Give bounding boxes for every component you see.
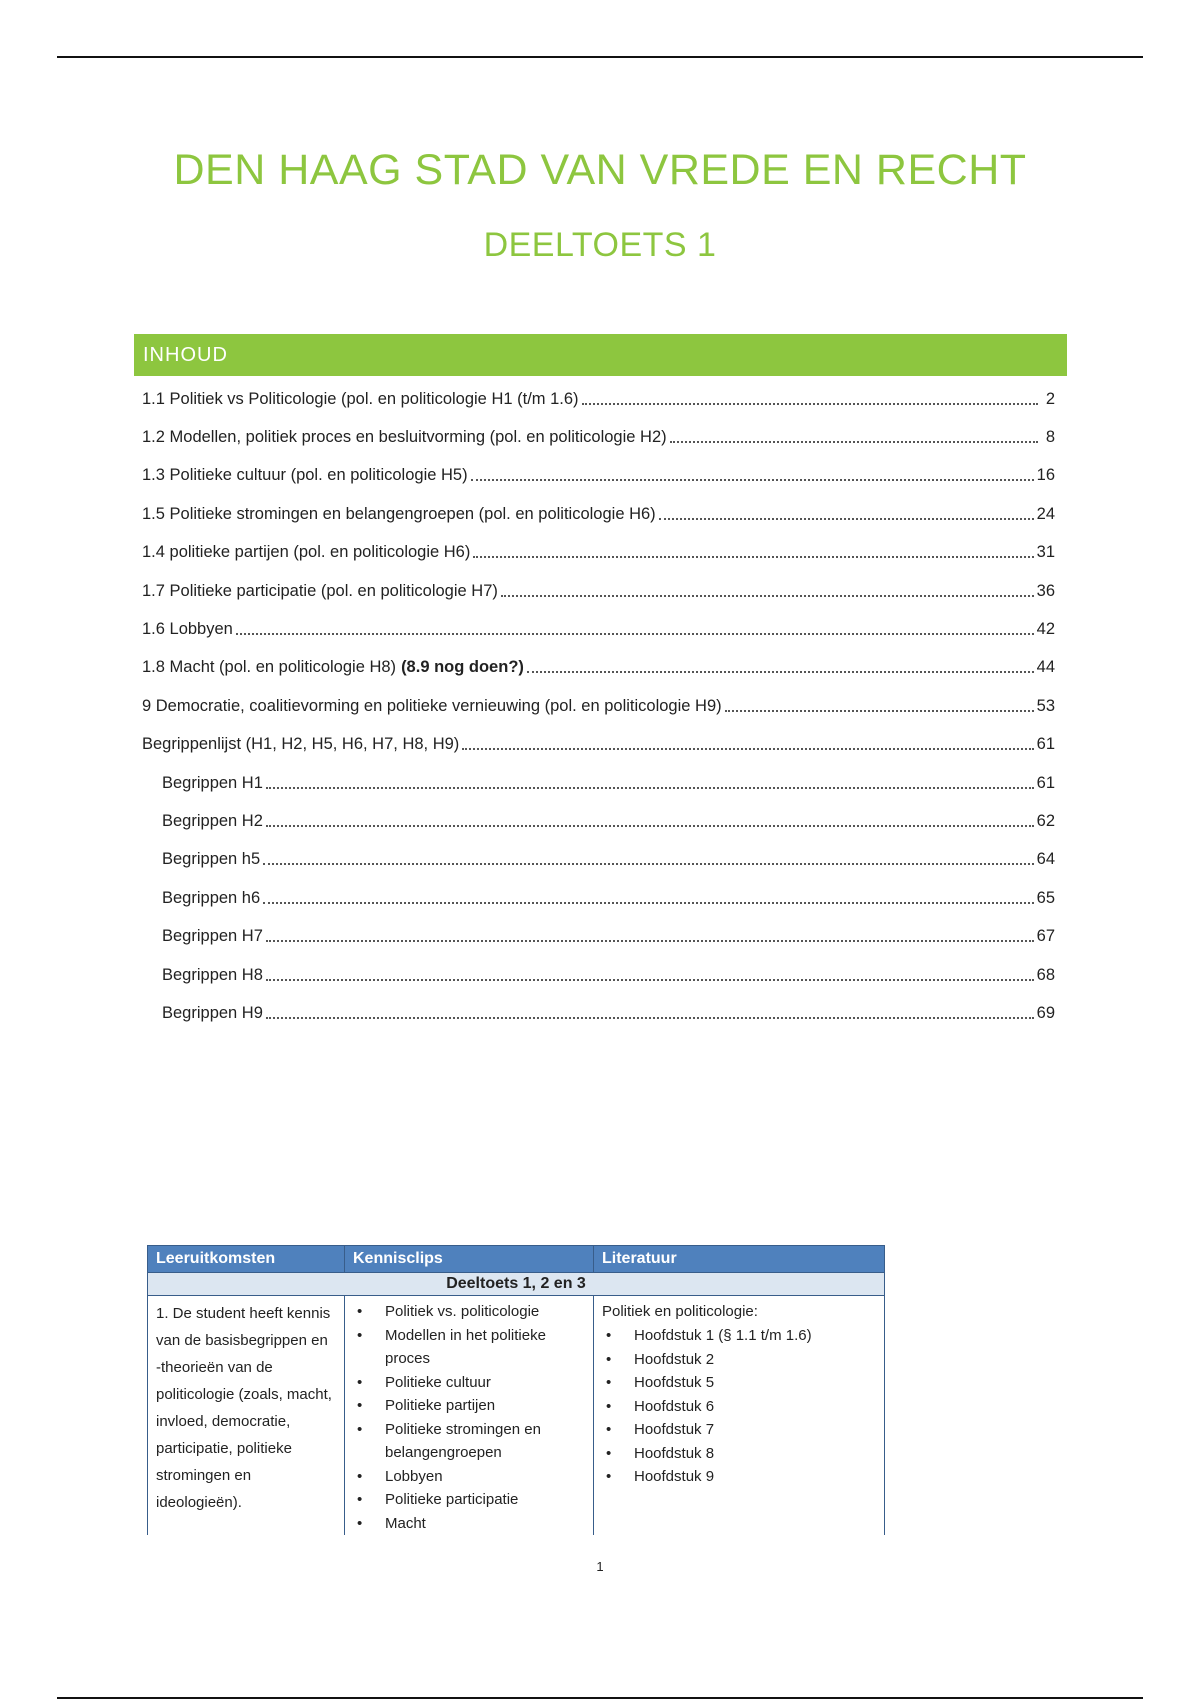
list-item: • Hoofdstuk 7 bbox=[602, 1418, 876, 1442]
toc-entry-page: 65 bbox=[1036, 888, 1055, 907]
page-number: 1 bbox=[596, 1559, 604, 1574]
list-item: • Politieke partijen bbox=[353, 1394, 585, 1418]
toc-entry[interactable] bbox=[142, 802, 1055, 840]
toc-entry-title: 1.6 Lobbyen bbox=[142, 620, 233, 639]
list-item: • Hoofdstuk 8 bbox=[602, 1442, 876, 1466]
toc-entry-page: 62 bbox=[1036, 811, 1055, 830]
literature-heading: Politiek en politicologie: bbox=[602, 1303, 758, 1320]
toc-entry[interactable] bbox=[142, 495, 1055, 533]
toc-entry-page: 2 bbox=[1045, 389, 1055, 408]
list-item: • Macht bbox=[353, 1512, 585, 1536]
toc-dot-leader bbox=[266, 939, 1034, 942]
toc-entry-page: 42 bbox=[1036, 620, 1055, 639]
column-header-kennisclips: Kennisclips bbox=[345, 1246, 594, 1273]
toc-entry[interactable] bbox=[142, 572, 1055, 610]
list-item: • Politieke cultuur bbox=[353, 1371, 585, 1395]
toc-entry[interactable] bbox=[142, 764, 1055, 802]
column-header-leeruitkomsten: Leeruitkomsten bbox=[148, 1246, 345, 1273]
toc-entry-title: 1.4 politieke partijen (pol. en politicologie H6) bbox=[142, 543, 471, 562]
toc-entry[interactable] bbox=[142, 687, 1055, 725]
toc-entry-title: Begrippen H9 bbox=[162, 1003, 263, 1022]
toc-entry-page: 44 bbox=[1036, 658, 1055, 677]
toc-entry-page: 68 bbox=[1036, 965, 1055, 984]
toc-entry-note: (8.9 nog doen?) bbox=[401, 658, 524, 677]
toc-entry[interactable] bbox=[142, 457, 1055, 495]
toc-dot-leader bbox=[462, 747, 1033, 750]
deeltoets-band: Deeltoets 1, 2 en 3 bbox=[148, 1273, 885, 1296]
list-item: • Politieke participatie bbox=[353, 1488, 585, 1512]
toc-entry-title: Begrippen h5 bbox=[162, 850, 261, 869]
toc-dot-leader bbox=[473, 555, 1033, 558]
outcome-text: 1. De student heeft kennis van de basisbegrippen en -theorieën van de politicologie (zoals, macht, invloed, democratie, participatie, politieke stromingen en ideologieën). bbox=[156, 1305, 332, 1511]
toc-entry[interactable] bbox=[142, 610, 1055, 648]
toc-entry-page: 53 bbox=[1036, 696, 1055, 715]
toc-dot-leader bbox=[725, 709, 1034, 712]
header-rule bbox=[57, 56, 1143, 58]
document-title: DEN HAAG STAD VAN VREDE EN RECHT bbox=[173, 146, 1027, 194]
toc-heading: INHOUD bbox=[134, 334, 1067, 376]
toc-entry-title: 9 Democratie, coalitievorming en politieke vernieuwing (pol. en politicologie H9) bbox=[142, 696, 722, 715]
outcome-cell bbox=[148, 1296, 345, 1536]
toc-entry[interactable] bbox=[142, 649, 1055, 687]
toc-entry[interactable] bbox=[142, 726, 1055, 764]
table-of-contents bbox=[142, 380, 1055, 1033]
literature-cell bbox=[594, 1296, 885, 1536]
toc-entry-page: 69 bbox=[1036, 1003, 1055, 1022]
toc-dot-leader bbox=[471, 478, 1034, 481]
toc-entry-page: 61 bbox=[1036, 773, 1055, 792]
list-item: • Hoofdstuk 5 bbox=[602, 1371, 876, 1395]
list-item: • Hoofdstuk 1 (§ 1.1 t/m 1.6) bbox=[602, 1324, 876, 1348]
toc-entry-title: 1.1 Politiek vs Politicologie (pol. en politicologie H1 (t/m 1.6) bbox=[142, 389, 579, 408]
toc-dot-leader bbox=[263, 901, 1033, 904]
literature-list bbox=[602, 1324, 876, 1489]
table-row bbox=[148, 1296, 885, 1536]
toc-entry-page: 64 bbox=[1036, 850, 1055, 869]
toc-dot-leader bbox=[266, 786, 1034, 789]
toc-entry[interactable] bbox=[142, 534, 1055, 572]
clips-list bbox=[353, 1300, 585, 1535]
toc-entry-title: Begrippenlijst (H1, H2, H5, H6, H7, H8, H9) bbox=[142, 735, 460, 754]
toc-entry-page: 8 bbox=[1045, 428, 1055, 447]
toc-entry-title: 1.8 Macht (pol. en politicologie H8) bbox=[142, 658, 397, 677]
document-subtitle: DEELTOETS 1 bbox=[483, 226, 717, 264]
toc-entry-title: Begrippen H2 bbox=[162, 811, 263, 830]
toc-entry[interactable] bbox=[142, 917, 1055, 955]
toc-entry-page: 61 bbox=[1036, 735, 1055, 754]
toc-entry[interactable] bbox=[142, 956, 1055, 994]
toc-dot-leader bbox=[659, 517, 1034, 520]
toc-dot-leader bbox=[266, 978, 1034, 981]
toc-dot-leader bbox=[263, 862, 1033, 865]
toc-entry-page: 67 bbox=[1036, 927, 1055, 946]
list-item: • Modellen in het politieke proces bbox=[353, 1324, 585, 1371]
clips-cell bbox=[345, 1296, 594, 1536]
toc-entry-page: 31 bbox=[1036, 543, 1055, 562]
toc-entry[interactable] bbox=[142, 418, 1055, 456]
toc-entry-title: Begrippen H7 bbox=[162, 927, 263, 946]
toc-entry-title: 1.7 Politieke participatie (pol. en politicologie H7) bbox=[142, 581, 498, 600]
table-header-row bbox=[148, 1246, 885, 1273]
toc-entry-title: 1.5 Politieke stromingen en belangengroepen (pol. en politicologie H6) bbox=[142, 504, 656, 523]
toc-dot-leader bbox=[501, 594, 1034, 597]
toc-entry[interactable] bbox=[142, 841, 1055, 879]
toc-entry-title: 1.3 Politieke cultuur (pol. en politicologie H5) bbox=[142, 466, 468, 485]
toc-dot-leader bbox=[582, 402, 1038, 405]
toc-dot-leader bbox=[236, 632, 1034, 635]
toc-entry[interactable] bbox=[142, 380, 1055, 418]
toc-entry[interactable] bbox=[142, 994, 1055, 1032]
toc-entry-title: Begrippen H1 bbox=[162, 773, 263, 792]
toc-entry-page: 36 bbox=[1036, 581, 1055, 600]
list-item: • Politiek vs. politicologie bbox=[353, 1300, 585, 1324]
toc-entry-page: 24 bbox=[1036, 504, 1055, 523]
toc-entry-title: Begrippen h6 bbox=[162, 888, 261, 907]
toc-dot-leader bbox=[266, 1016, 1034, 1019]
toc-dot-leader bbox=[527, 670, 1034, 673]
toc-entry-title: 1.2 Modellen, politiek proces en besluitvorming (pol. en politicologie H2) bbox=[142, 428, 667, 447]
toc-dot-leader bbox=[266, 824, 1034, 827]
list-item: • Hoofdstuk 6 bbox=[602, 1395, 876, 1419]
list-item: • Lobbyen bbox=[353, 1465, 585, 1489]
toc-entry-title: Begrippen H8 bbox=[162, 965, 263, 984]
table-band-row bbox=[148, 1273, 885, 1296]
list-item: • Hoofdstuk 2 bbox=[602, 1348, 876, 1372]
toc-entry-page: 16 bbox=[1036, 466, 1055, 485]
toc-dot-leader bbox=[670, 440, 1038, 443]
list-item: • Hoofdstuk 9 bbox=[602, 1465, 876, 1489]
list-item: • Politieke stromingen en belangengroepen bbox=[353, 1418, 585, 1465]
footer-rule bbox=[57, 1697, 1143, 1699]
toc-entry[interactable] bbox=[142, 879, 1055, 917]
learning-outcomes-table bbox=[147, 1245, 885, 1535]
column-header-literatuur: Literatuur bbox=[594, 1246, 885, 1273]
